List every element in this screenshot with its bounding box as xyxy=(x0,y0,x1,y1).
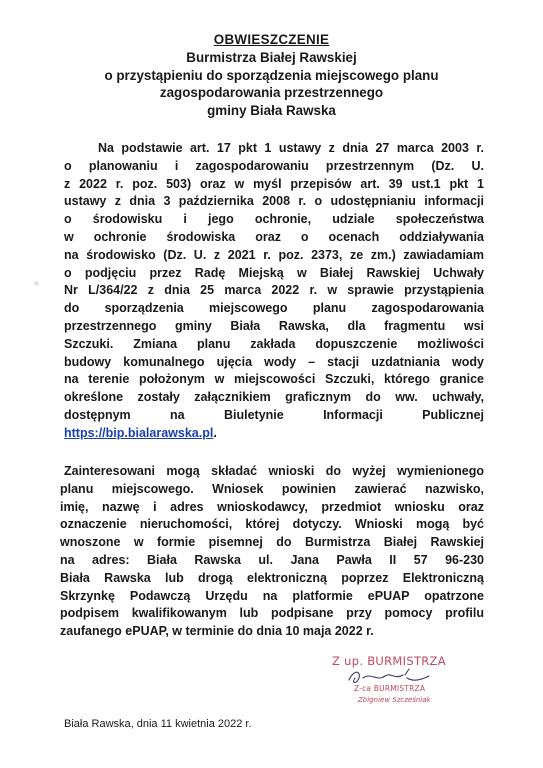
paragraph-line: w ochronie środowiska oraz o ocenach oddziaływania xyxy=(64,229,484,244)
paragraph-line: wnoszone w formie pisemnej do Burmistrza Białej Rawskiej xyxy=(60,535,484,550)
notice-subject-line-2: zagospodarowania przestrzennego xyxy=(159,85,384,101)
place-and-date: Biała Rawska, dnia 11 kwietnia 2022 r. xyxy=(64,718,252,730)
paragraph-line: dostępnym na Biuletynie Informacji Publicznej xyxy=(64,407,484,422)
paragraph-line: o podjęciu przez Radę Miejską w Białej Rawskiej Uchwały xyxy=(64,265,484,280)
paragraph-line: ustawy z dnia 3 października 2008 r. o udostępnianiu informacji xyxy=(64,194,484,209)
paragraph-line: o planowaniu i zagospodarowaniu przestrzennym (Dz. U. xyxy=(64,158,484,173)
signature-stamp xyxy=(318,654,468,714)
paragraph-line: na adres: Biała Rawska ul. Jana Pawła II 57 96-230 xyxy=(60,552,484,567)
submission-paragraph xyxy=(60,463,484,641)
paragraph-line: oznaczenie nieruchomości, której dotyczy. Wnioski mogą być xyxy=(60,517,484,532)
paragraph-line: planu miejscowego. Wniosek powinien zawierać nazwisko, xyxy=(60,481,484,496)
paragraph-line: zaufanego ePUAP, w terminie do dnia 10 maja 2022 r. xyxy=(60,624,374,639)
punch-hole-mark xyxy=(34,281,39,286)
notice-subject-line-3: gminy Biała Rawska xyxy=(207,103,336,119)
paragraph-line: na terenie położonym w miejscowości Szczuki, którego granice xyxy=(64,372,484,387)
paragraph-line-link xyxy=(64,425,484,443)
paragraph-line: Szczuki. Zmiana planu zakłada dopuszczenie możliwości xyxy=(64,336,484,351)
paragraph-line: o środowisku i jego ochronie, udziale społeczeństwa xyxy=(64,212,484,227)
paragraph-line: na środowisko (Dz. U. z 2021 r. poz. 2373, ze zm.) zawiadamiam xyxy=(64,247,484,262)
paragraph-line: przestrzennego gminy Biała Rawska, dla fragmentu wsi xyxy=(64,318,484,333)
paragraph-line: budowy komunalnego ujęcia wody – stacji uzdatniania wody xyxy=(64,354,484,369)
stamp-name-line: Zbigniew Szcześniak xyxy=(358,696,431,704)
stamp-role-line: Z-ca BURMISTRZA xyxy=(354,684,426,693)
paragraph-line: określone zostały załącznikiem graficznym do ww. uchwały, xyxy=(64,390,484,405)
paragraph-line: Skrzynkę Podawczą Urzędu na platformie ePUAP opatrzone xyxy=(60,588,484,603)
paragraph-line: do sporządzenia miejscowego planu zagospodarowania xyxy=(64,301,484,316)
notice-heading xyxy=(60,31,483,120)
paragraph-line: Biała Rawska lub drogą elektroniczną poprzez Elektroniczną xyxy=(60,570,484,585)
legal-basis-paragraph xyxy=(64,140,484,443)
notice-subject-line-1: o przystąpieniu do sporządzenia miejscowego planu xyxy=(104,67,439,83)
paragraph-line: Nr L/364/22 z dnia 25 marca 2022 r. w sprawie przystąpienia xyxy=(64,283,484,298)
paragraph-line: z 2022 r. poz. 503) oraz w myśl przepisów art. 39 ust.1 pkt 1 xyxy=(64,176,484,191)
notice-title: OBWIESZCZENIE xyxy=(213,32,330,47)
paragraph-line: Zainteresowani mogą składać wnioski do wyżej wymienionego xyxy=(64,464,484,478)
stamp-authority-line: Z up. BURMISTRZA xyxy=(332,654,446,668)
notice-issuer: Burmistrza Białej Rawskiej xyxy=(186,49,357,65)
paragraph-line: podpisem kwalifikowanym lub podpisane przy pomocy profilu xyxy=(60,606,484,621)
bip-link[interactable]: https://bip.bialarawska.pl xyxy=(64,425,214,440)
link-suffix: . xyxy=(213,425,217,440)
paragraph-line: imię, nazwę i adres wnioskodawcy, przedmiot wniosku oraz xyxy=(60,499,484,514)
paragraph-line: Na podstawie art. 17 pkt 1 ustawy z dnia 27 marca 2003 r. xyxy=(98,141,484,155)
